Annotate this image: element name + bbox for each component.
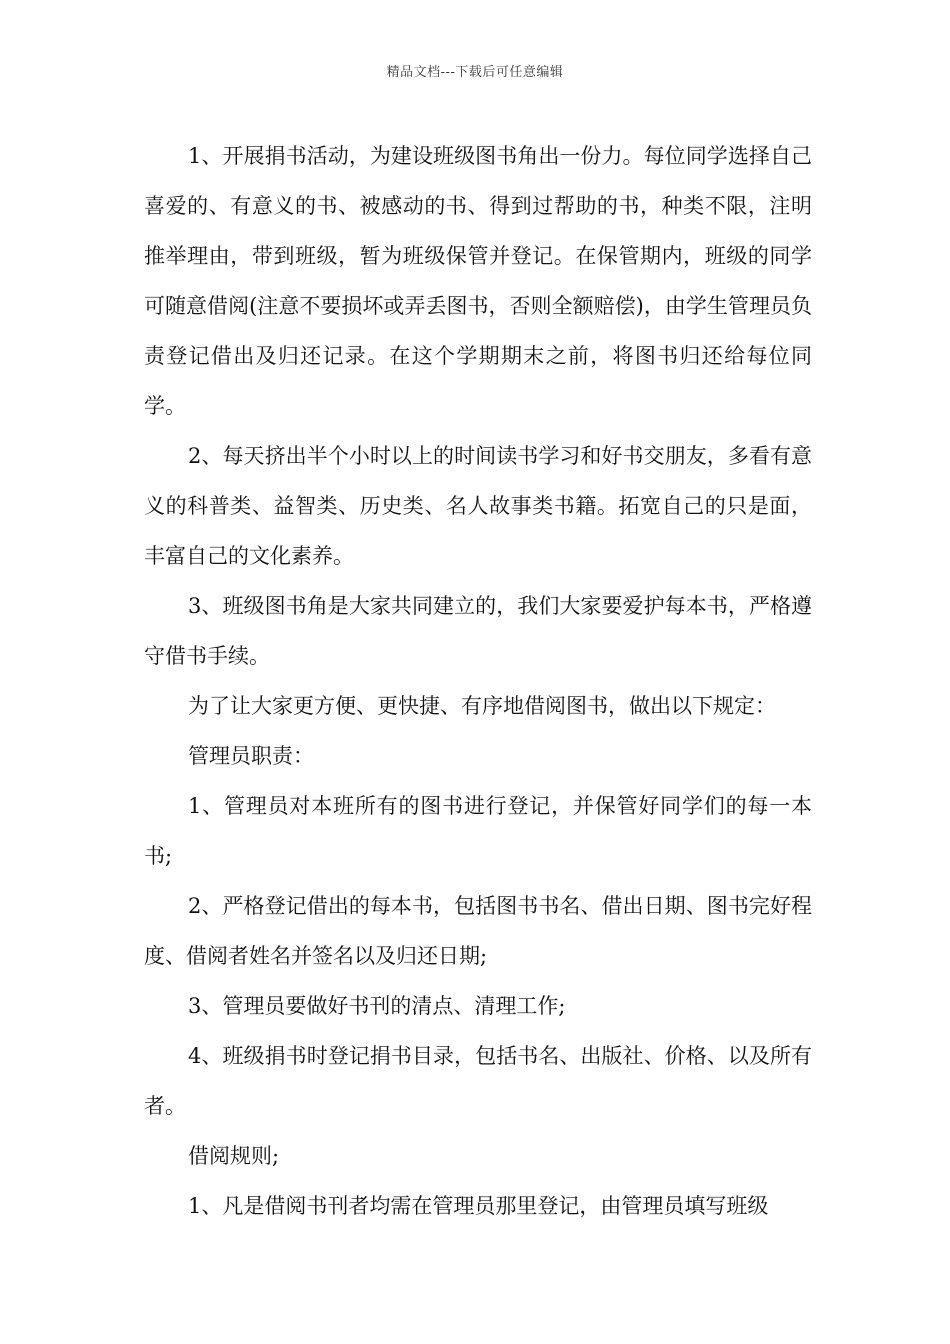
paragraph-admin-duty-1: 1、管理员对本班所有的图书进行登记，并保管好同学们的每一本书; — [144, 794, 812, 868]
section-heading-admin-duties: 管理员职责： — [188, 744, 314, 768]
document-header: 精品文档---下载后可任意编辑 — [386, 65, 564, 80]
paragraph-daily-reading: 2、每天挤出半个小时以上的时间读书学习和好书交朋友，多看有意义的科普类、益智类、历史类、名人故事类书籍。拓宽自己的只是面，丰富自己的文化素养。 — [144, 444, 812, 568]
paragraph-borrowing-rule-1: 1、凡是借阅书刊者均需在管理员那里登记，由管理员填写班级 — [188, 1194, 769, 1218]
paragraph-rules-intro: 为了让大家更方便、更快捷、有序地借阅图书，做出以下规定： — [188, 694, 776, 718]
paragraph-book-corner-care: 3、班级图书角是大家共同建立的，我们大家要爱护每本书，严格遵守借书手续。 — [144, 594, 812, 668]
paragraph-admin-duty-4: 4、班级捐书时登记捐书目录，包括书名、出版社、价格、以及所有者。 — [144, 1044, 812, 1118]
document-body — [144, 131, 812, 1231]
paragraph-donate-books: 1、开展捐书活动，为建设班级图书角出一份力。每位同学选择自己喜爱的、有意义的书、被感动的书、得到过帮助的书，种类不限，注明推举理由，带到班级，暂为班级保管并登记。在保管期内，班级的同学可随意借阅(注意不要损坏或弄丢图书，否则全额赔偿)，由学生管理员负责登记借出及归还记录。在这个学期期末之前，将图书归还给每位同学。 — [144, 144, 812, 418]
section-heading-borrowing-rules: 借阅规则; — [188, 1144, 280, 1168]
paragraph-admin-duty-3: 3、管理员要做好书刊的清点、清理工作; — [188, 994, 566, 1018]
paragraph-admin-duty-2: 2、严格登记借出的每本书，包括图书书名、借出日期、图书完好程度、借阅者姓名并签名以及归还日期; — [144, 894, 812, 968]
